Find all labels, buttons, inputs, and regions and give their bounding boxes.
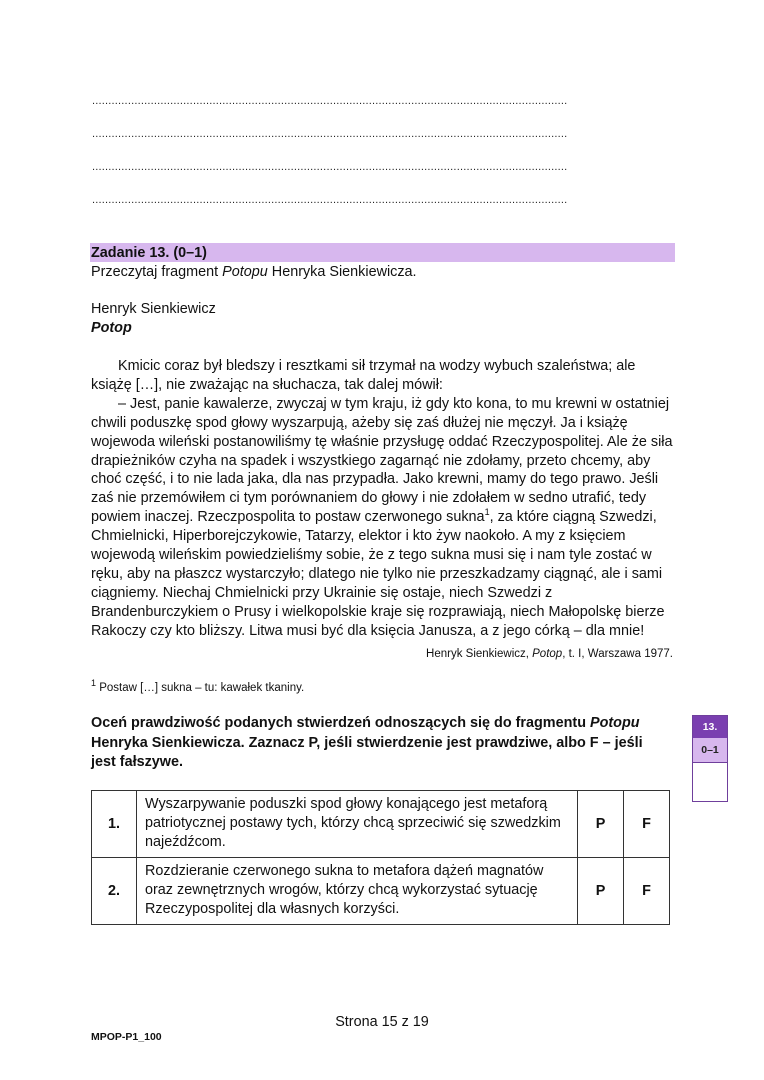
excerpt-author: Henryk Sienkiewicz bbox=[91, 301, 216, 317]
footnote-ref: 1 bbox=[484, 507, 490, 518]
score-box bbox=[692, 715, 728, 802]
excerpt-paragraph: – Jest, panie kawalerze, zwyczaj w tym kraju, iż gdy kto kona, to mu krewni w ostatniej chwili poduszkę spod głowy wyszarpują, ażeby się zaś dłużej nie męczył. Ja i książę wojewoda wileński postanowiliśmy tę właśnie przysługę oddać Rzeczypospolitej. Ale że siła drapieżników czyha na spadek i wszystkiego zagarnąć nie zdołamy, przeto chcemy, aby choć część, i to nie lada jaka, dla nas przypadła. Jako krewni, mamy do tego prawo. Jeśli zaś nie przemówiłem ci tym porównaniem do głowy i nie zdołałem w sedno utrafić, tedy powiem inaczej. Rzeczpospolita to postaw czerwonego sukna$^1$, za które ciągną Szwedzi, Chmielnicki, Hiperborejczykowie, Tatarzy, elektor i kto żyw naokoło. A my z księciem wojewodą wileńskim powiedzieliśmy sobie, że z tego sukna musi się i nam tyle zostać w ręku, aby na płaszcz wystarczyło; dlatego nie tylko nie przeszkadzamy ciągnąć, ale i sami ciągniemy. Niechaj Chmielnicki przy Ukrainie się ostaje, niech Szwedzi z Brandenburczykiem o Prusy i wielkopolskie kraje się rozprawiają, niech Małopolskę bierze Rakoczy czy kto bliższy. Litwa musi być dla księcia Janusza, a z jego córką – dla mnie! bbox=[91, 395, 673, 639]
option-p[interactable]: P bbox=[578, 791, 624, 858]
excerpt-text bbox=[91, 357, 675, 641]
score-task-number: 13. bbox=[693, 716, 727, 738]
option-f[interactable]: F bbox=[624, 858, 670, 925]
page-number: Strona 15 z 19 bbox=[335, 1014, 429, 1030]
statement-text: Wyszarpywanie poduszki spod głowy konającego jest metaforą patriotycznej postawy tych, którzy chcą sprzeciwić się szwedzkim najeźdźcom. bbox=[137, 791, 578, 858]
excerpt-title: Potop bbox=[91, 320, 132, 336]
statement-number: 1. bbox=[92, 791, 137, 858]
answer-line[interactable]: .................................................................................................................................................. bbox=[92, 161, 568, 173]
statement-number: 2. bbox=[92, 858, 137, 925]
option-p[interactable]: P bbox=[578, 858, 624, 925]
option-f[interactable]: F bbox=[624, 791, 670, 858]
task-intro: Przeczytaj fragment Potopu Henryka Sienkiewicza. bbox=[91, 264, 417, 280]
exam-code: MPOP-P1_100 bbox=[91, 1031, 162, 1043]
task-title: Zadanie 13. (0–1) bbox=[91, 245, 207, 261]
footnote: $^1$ Postaw […] sukna – tu: kawałek tkaniny. bbox=[91, 678, 305, 694]
statement-text: Rozdzieranie czerwonego sukna to metafora dążeń magnatów oraz zewnętrznych wrogów, którzy chcą wykorzystać sytuację Rzeczypospolitej dla własnych korzyści. bbox=[137, 858, 578, 925]
true-false-table bbox=[91, 790, 670, 925]
excerpt-paragraph: Kmicic coraz był bledszy i resztkami sił trzymał na wodzy wybuch szaleństwa; ale książę […], nie zważając na słuchacza, tak dalej mówił: bbox=[91, 358, 636, 393]
instruction: Oceń prawdziwość podanych stwierdzeń odnoszących się do fragmentu Potopu Henryka Sienkiewicza. Zaznacz P, jeśli stwierdzenie jest prawdziwe, albo F – jeśli jest fałszywe. bbox=[91, 715, 643, 771]
answer-line[interactable]: .................................................................................................................................................. bbox=[92, 95, 568, 107]
score-range: 0–1 bbox=[693, 738, 727, 763]
excerpt-source: Henryk Sienkiewicz, Potop, t. I, Warszawa 1977. bbox=[426, 648, 673, 660]
table-row bbox=[92, 791, 670, 858]
answer-line[interactable]: .................................................................................................................................................. bbox=[92, 128, 568, 140]
answer-line[interactable]: .................................................................................................................................................. bbox=[92, 194, 568, 206]
table-row bbox=[92, 858, 670, 925]
